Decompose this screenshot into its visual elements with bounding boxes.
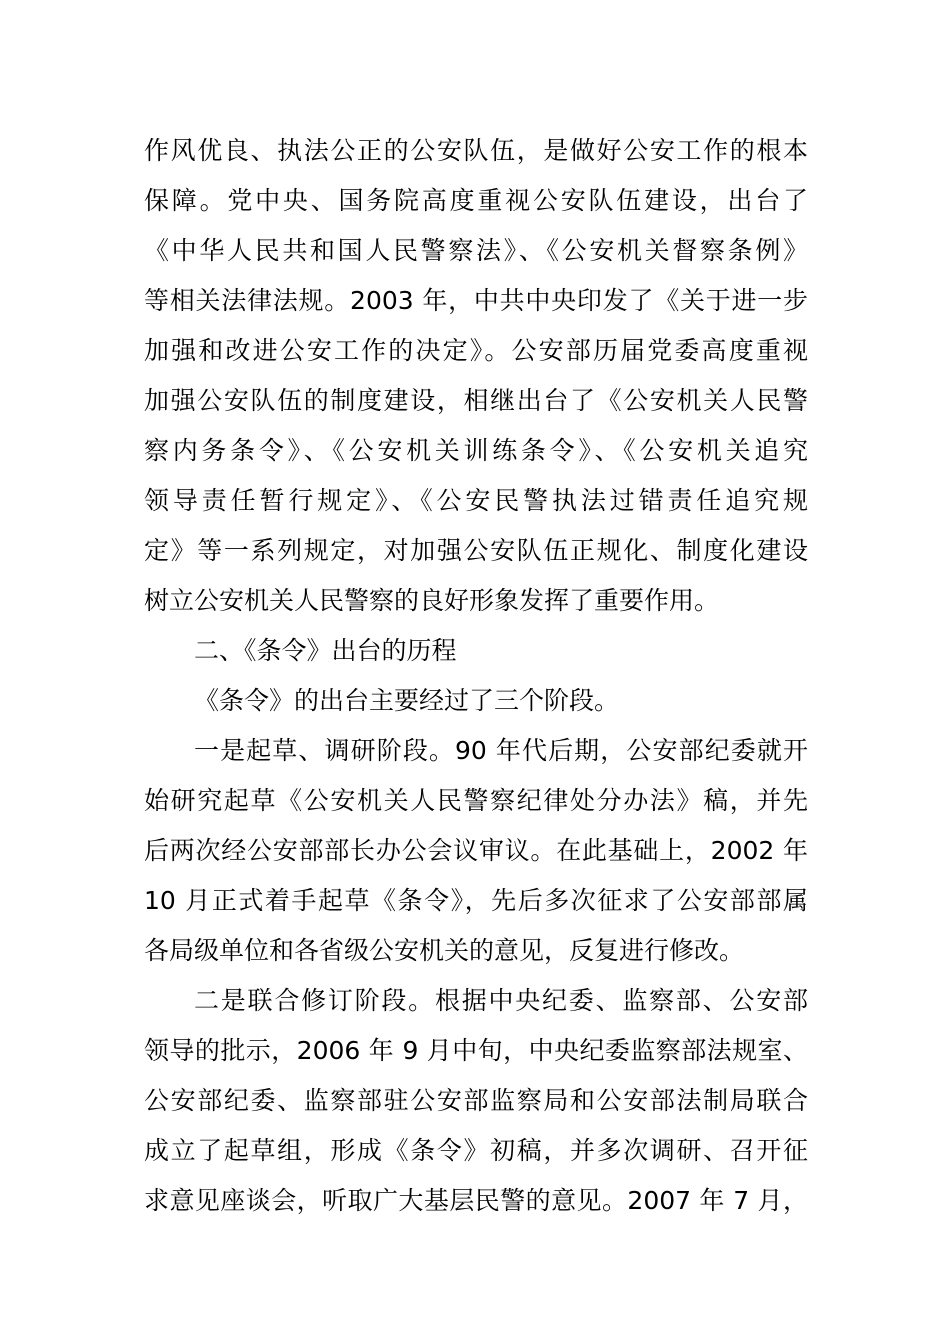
text-line: 领导的批示，2006 年 9 月中旬，中央纪委监察部法规室、 (144, 1036, 808, 1065)
text-line: 后两次经公安部部长办公会议审议。在此基础上，2002 年 (144, 836, 808, 865)
text-line: 10 月正式着手起草《条令》，先后多次征求了公安部部属 (144, 886, 808, 915)
paragraph-first-line: 《条令》的出台主要经过了三个阶段。 (194, 686, 620, 715)
text-line: 定》等一系列规定，对加强公安队伍正规化、制度化建设 (144, 536, 808, 565)
text-line: 《中华人民共和国人民警察法》、《公安机关督察条例》 (144, 236, 808, 265)
section-heading: 二、《条令》出台的历程 (194, 636, 457, 665)
text-line: 加强公安队伍的制度建设，相继出台了《公安机关人民警 (144, 386, 808, 415)
text-line: 等相关法律法规。2003 年，中共中央印发了《关于进一步 (144, 286, 808, 315)
text-line: 树立公安机关人民警察的良好形象发挥了重要作用。 (144, 586, 720, 615)
text-line: 始研究起草《公安机关人民警察纪律处分办法》稿，并先 (144, 786, 808, 815)
text-line: 成立了起草组，形成《条令》初稿，并多次调研、召开征 (144, 1136, 808, 1165)
text-line: 求意见座谈会，听取广大基层民警的意见。2007 年 7 月， (144, 1186, 808, 1215)
document-body (144, 126, 808, 1226)
text-line: 作风优良、执法公正的公安队伍，是做好公安工作的根本 (144, 136, 808, 165)
text-line: 加强和改进公安工作的决定》。公安部历届党委高度重视 (144, 336, 808, 365)
paragraph-first-line: 二是联合修订阶段。根据中央纪委、监察部、公安部 (194, 986, 808, 1015)
paragraph-first-line: 一是起草、调研阶段。90 年代后期，公安部纪委就开 (194, 736, 808, 765)
text-line: 各局级单位和各省级公安机关的意见，反复进行修改。 (144, 936, 745, 965)
text-line: 公安部纪委、监察部驻公安部监察局和公安部法制局联合 (144, 1086, 808, 1115)
text-line: 察内务条令》、《公安机关训练条令》、《公安机关追究 (144, 436, 808, 465)
text-line: 保障。党中央、国务院高度重视公安队伍建设，出台了 (144, 186, 808, 215)
text-line: 领导责任暂行规定》、《公安民警执法过错责任追究规 (144, 486, 808, 515)
